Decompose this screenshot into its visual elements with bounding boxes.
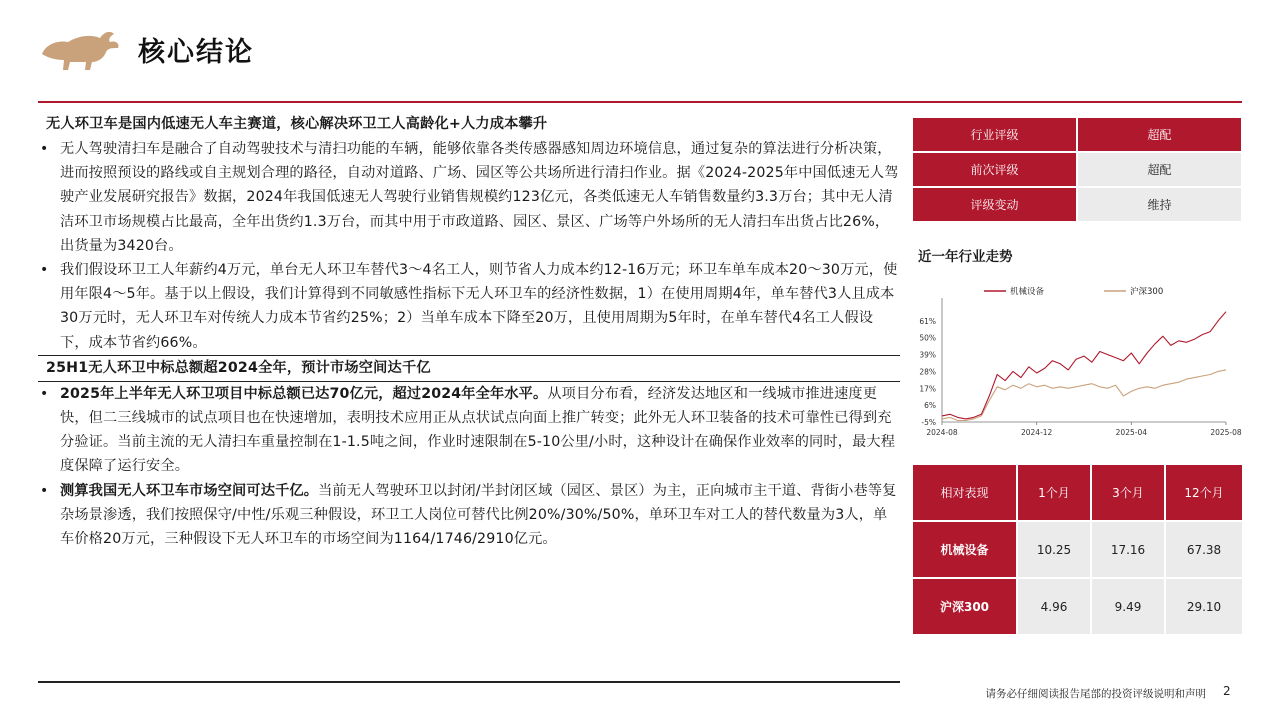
row-label: 机械设备 [913,522,1016,577]
table-cell: 10.25 [1018,522,1090,577]
y-tick-label: 6% [924,401,936,411]
rating-value: 维持 [1078,188,1241,221]
section-2-bullet-2 [38,479,900,552]
rating-row [913,118,1241,151]
row-label: 沪深300 [913,579,1016,634]
x-tick-label: 2024-08 [926,428,958,437]
x-tick-label: 2024-12 [1020,428,1053,437]
section-2-title: 25H1无人环卫中标总额超2024全年，预计市场空间达千亿 [38,355,900,382]
y-tick-label: 17% [919,384,936,394]
y-tick-label: 50% [919,333,936,343]
section-2-bullet-2-lead: 测算我国无人环卫车市场空间可达千亿。 [60,482,319,499]
section-1-bullet-1: • 无人驾驶清扫车是融合了自动驾驶技术与清扫功能的车辆，能够依靠各类传感器感知周边环境信息，通过复杂的算法进行分析决策，进而按照预设的路线或自主规划合理的路径，自动对道路、广场、园区等公共场所进行清扫作业。据《2024-2025年中国低速无人驾驶产业发展研究报告》数据，2024年我国低速无人驾驶行业销售规模约123亿元，各类低速无人车销售数量约3.3万台；其中无人清洁环卫市场规模占比最高，全年出货约1.3万台，而其中用于市政道路、园区、景区、广场等户外场所的无人清扫车出货占比26%，出货量为3420台。 [38,137,900,258]
y-tick-label: -5% [921,418,936,427]
table-cell: 17.16 [1092,522,1164,577]
rating-row [913,153,1241,186]
column-header: 12个月 [1166,465,1242,520]
table-cell: 67.38 [1166,522,1242,577]
section-2-bullet-1-body: 从项目分布看，经济发达地区和一线城市推进速度更快，但二三线城市的试点项目也在快速增加，表明技术应用正从点状试点向面上推广转变；此外无人环卫装备的技术可靠性已得到充分验证。当前主流的无人清扫车重量控制在1-1.5吨之间，作业时速限制在5-10公里/小时，这种设计在确保作业效率的同时，最大程度保障了运行安全。 [60,385,896,475]
industry-trend-chart [908,276,1242,444]
y-tick-label: 61% [919,316,936,326]
table-row [913,579,1242,634]
header-divider [38,101,1242,103]
bull-logo-icon [38,26,124,74]
column-header: 1个月 [1018,465,1090,520]
content-bottom-divider [38,681,900,683]
x-tick-label: 2025-04 [1115,428,1148,437]
x-tick-label: 2025-08 [1210,428,1242,437]
section-1-bullet-2: • 我们假设环卫工人年薪约4万元，单台无人环卫车替代3～4名工人，则节省人力成本约12-16万元；环卫车单车成本20～30万元，使用年限4～5年。基于以上假设，我们计算得到不同敏感性指标下无人环卫车的经济性数据，1）在使用周期4年，单车替代3人且成本30万元时，无人环卫车对传统人力成本节省约25%；2）当单车成本下降至20万，且使用周期为5年时，在单车替代4名工人假设下，成本节省约66%。 [38,258,900,355]
table-cell: 9.49 [1092,579,1164,634]
chart-title: 近一年行业走势 [918,249,1013,265]
page-number: 2 [1223,684,1231,698]
table-row [913,522,1242,577]
column-header: 相对表现 [913,465,1016,520]
rating-row [913,188,1241,221]
table-cell: 4.96 [1018,579,1090,634]
rating-label: 行业评级 [913,118,1076,151]
y-tick-label: 39% [919,350,936,360]
relative-performance-table [913,465,1242,636]
section-2-bullet-2-body: 当前无人驾驶环卫以封闭/半封闭区域（园区、景区）为主，正向城市主干道、背街小巷等复杂场景渗透，我们按照保守/中性/乐观三种假设，环卫工人岗位可替代比例20%/30%/50%，单环卫车对工人的替代数量为3人，单车价格20万元，三种假设下无人环卫车的市场空间为1164/1746/2910亿元。 [60,482,897,548]
rating-value: 超配 [1078,153,1241,186]
rating-value: 超配 [1078,118,1241,151]
legend-label: 沪深300 [1130,287,1164,297]
legend-label: 机械设备 [1010,287,1045,297]
series-line [942,312,1226,419]
rating-table [913,118,1241,223]
page-title: 核心结论 [138,37,254,68]
rating-label: 评级变动 [913,188,1076,221]
column-header: 3个月 [1092,465,1164,520]
y-tick-label: 28% [919,367,936,377]
main-content [38,111,900,683]
series-line [942,370,1226,421]
disclaimer-note: 请务必仔细阅读报告尾部的投资评级说明和声明 [985,688,1206,700]
section-2-bullet-1 [38,382,900,479]
section-1-title: 无人环卫车是国内低速无人车主赛道，核心解决环卫工人高龄化+人力成本攀升 [46,116,548,132]
table-cell: 29.10 [1166,579,1242,634]
rating-label: 前次评级 [913,153,1076,186]
section-2-bullet-1-lead: 2025年上半年无人环卫项目中标总额已达70亿元，超过2024年全年水平。 [60,385,548,402]
table-header-row [913,465,1242,520]
